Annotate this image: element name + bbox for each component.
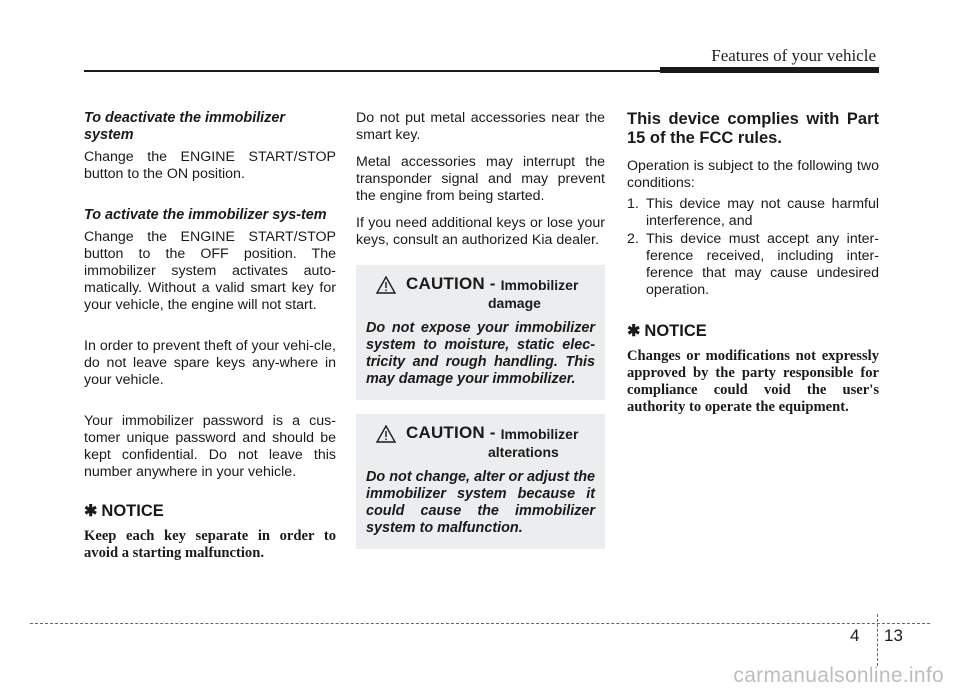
- notice-heading: [84, 503, 336, 520]
- list-item-text: This device may not cause harmful interference, and: [646, 196, 879, 229]
- header-title: Features of your vehicle: [711, 46, 876, 65]
- caution-box-damage: [356, 265, 605, 400]
- watermark: carmanualsonline.info: [733, 664, 944, 687]
- deactivate-heading: To deactivate the immobilizer system: [84, 110, 285, 143]
- footer-rule: [30, 623, 930, 624]
- caution-header: [376, 275, 595, 294]
- column-right: [627, 110, 879, 416]
- page-number: 13: [884, 626, 903, 645]
- notice-title: NOTICE: [101, 502, 164, 520]
- notice-cross-icon: ✱: [627, 323, 641, 340]
- conditions-list: [627, 196, 879, 299]
- caution-topic: Immobilizer: [500, 277, 579, 293]
- chapter-number: 4: [850, 626, 860, 645]
- list-item-number: 2.: [627, 231, 639, 247]
- notice-heading: [627, 323, 879, 340]
- caution-body: Do not expose your immobilizer system to moisture, static elec-tricity and rough handling. This may damage your immobilizer.: [366, 320, 595, 387]
- notice-text: Keep each key separate in order to avoid a starting malfunction.: [84, 528, 336, 561]
- list-item-text: This device must accept any inter-ference received, including inter-ference that may cause undesired operation.: [646, 231, 879, 298]
- caution-word: CAUTION -: [406, 274, 496, 293]
- caution-box-alterations: [356, 414, 605, 549]
- keys-text: If you need additional keys or lose your keys, consult an authorized Kia dealer.: [356, 215, 605, 248]
- caution-header: [376, 424, 595, 443]
- theft-text: In order to prevent theft of your vehi-cle, do not leave spare keys any-where in your vehicle.: [84, 338, 336, 388]
- caution-body: Do not change, alter or adjust the immobilizer system because it could cause the immobilizer system to malfunction.: [366, 469, 595, 536]
- list-item: [627, 196, 879, 230]
- metal-text-2: Metal accessories may interrupt the transponder signal and may prevent the engine from being started.: [356, 154, 605, 204]
- notice-text: Changes or modifications not expressly approved by the party responsible for compliance could void the user's authority to operate the equipment.: [627, 348, 879, 415]
- password-text: Your immobilizer password is a cus-tomer unique password and should be kept confidential. Do not leave this number anywhere in your vehicle.: [84, 413, 336, 480]
- column-middle: [356, 110, 605, 563]
- header-thick-bar: [660, 67, 879, 73]
- notice-cross-icon: ✱: [84, 503, 98, 520]
- metal-text-1: Do not put metal accessories near the smart key.: [356, 110, 605, 143]
- caution-word: CAUTION -: [406, 423, 496, 442]
- warning-triangle-icon: [376, 276, 396, 294]
- list-item-number: 1.: [627, 196, 639, 212]
- fcc-title: This device complies with Part 15 of the FCC rules.: [627, 110, 879, 147]
- notice-title: NOTICE: [644, 322, 707, 340]
- caution-topic-line2: damage: [488, 295, 541, 311]
- caution-topic: Immobilizer: [500, 426, 579, 442]
- activate-heading: To activate the immobilizer sys-tem: [84, 207, 327, 223]
- warning-triangle-icon: [376, 425, 396, 443]
- caution-topic-line2: alterations: [488, 444, 559, 460]
- fcc-intro: Operation is subject to the following two conditions:: [627, 158, 879, 191]
- deactivate-text: Change the ENGINE START/STOP button to the ON position.: [84, 149, 336, 182]
- activate-text: Change the ENGINE START/STOP button to the OFF position. The immobilizer system activates auto-matically. Without a valid smart key for your vehicle, the engine will not start.: [84, 229, 336, 313]
- list-item: [627, 231, 879, 299]
- footer-divider: [877, 614, 878, 666]
- column-left: [84, 110, 336, 562]
